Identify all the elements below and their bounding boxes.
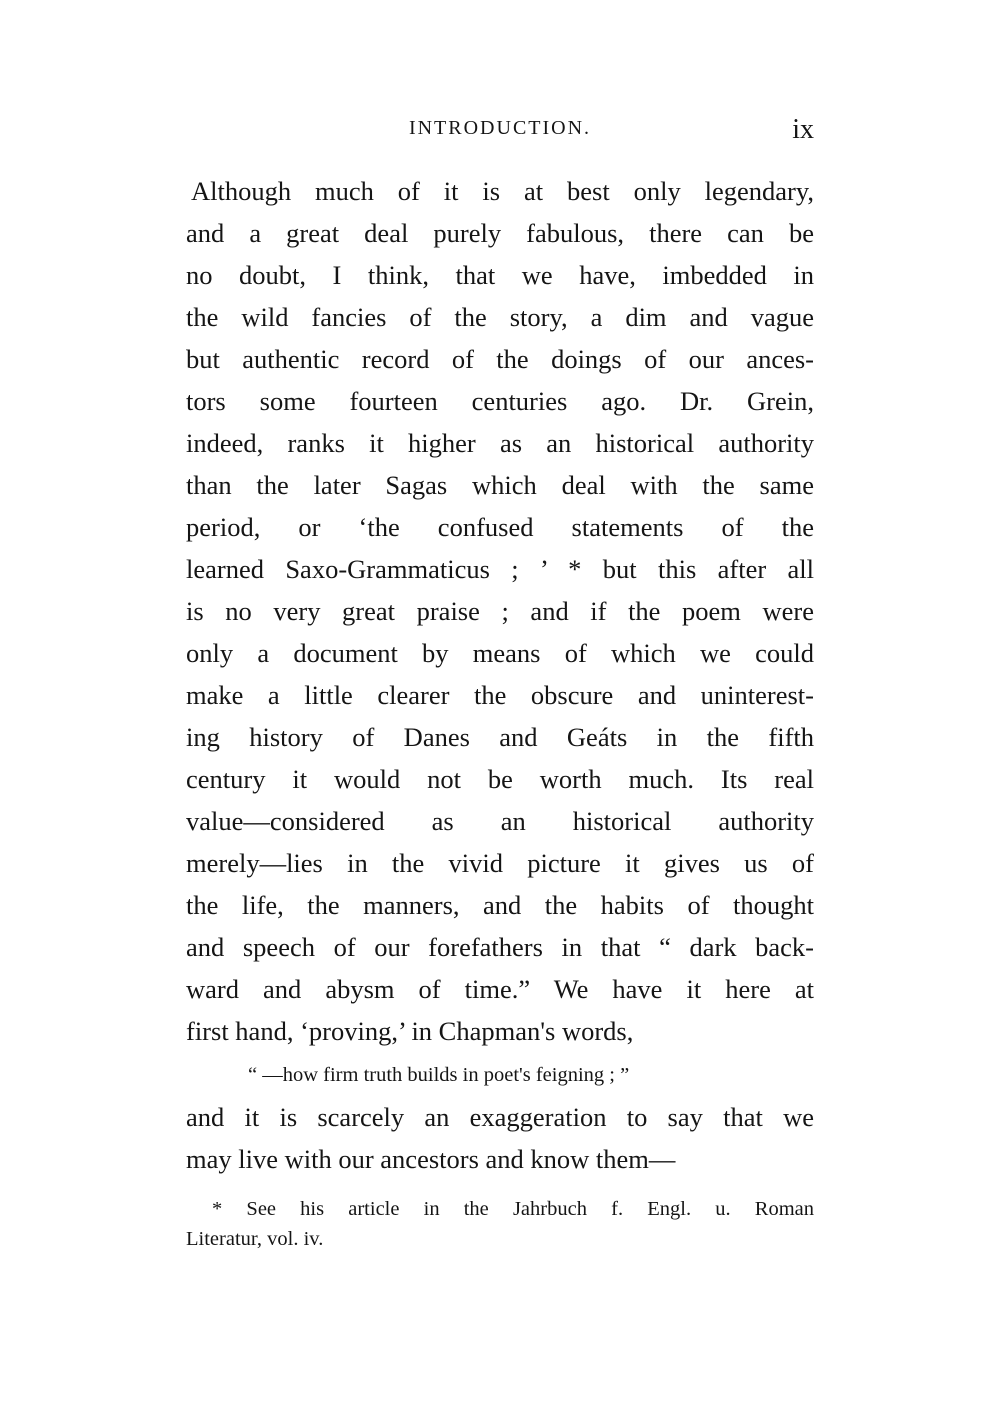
text-line: value—considered as an historical authority — [186, 806, 814, 836]
block-quotation — [186, 1060, 814, 1090]
page-number: ix — [792, 114, 814, 145]
footnote — [186, 1194, 814, 1254]
text-line: merely—lies in the vivid picture it gives us of — [186, 848, 814, 878]
text-line: ward and abysm of time.” We have it here at — [186, 974, 814, 1004]
running-title: INTRODUCTION. — [408, 117, 592, 139]
text-line: is no very great praise ; and if the poem were — [186, 596, 814, 626]
text-line: and a great deal purely fabulous, there can be — [186, 218, 814, 248]
text-line: but authentic record of the doings of our ances- — [186, 344, 814, 374]
text-line: and it is scarcely an exaggeration to say that we — [186, 1102, 814, 1132]
text-line: make a little clearer the obscure and uninterest- — [186, 680, 814, 710]
text-line: no doubt, I think, that we have, imbedded in — [186, 260, 814, 290]
text-line: century it would not be worth much. Its real — [186, 764, 814, 794]
text-line: than the later Sagas which deal with the same — [186, 470, 814, 500]
text-line: and speech of our forefathers in that “ dark back- — [186, 932, 814, 962]
page-header — [186, 114, 814, 148]
text-line: indeed, ranks it higher as an historical authority — [186, 428, 814, 458]
text-line: period, or ‘the confused statements of the — [186, 512, 814, 542]
text-line: the life, the manners, and the habits of thought — [186, 890, 814, 920]
quotation-line: “ —how firm truth builds in poet's feigning ; ” — [248, 1064, 630, 1086]
text-line: learned Saxo-Grammaticus ; ’ * but this after all — [186, 554, 814, 584]
text-line: tors some fourteen centuries ago. Dr. Grein, — [186, 386, 814, 416]
text-line: first hand, ‘proving,’ in Chapman's words, — [186, 1016, 634, 1046]
footnote-line: Literatur, vol. iv. — [186, 1228, 324, 1250]
text-line: only a document by means of which we could — [186, 638, 814, 668]
footnote-line: * See his article in the Jahrbuch f. Engl. u. Roman — [212, 1198, 814, 1220]
text-line: ing history of Danes and Geáts in the fifth — [186, 722, 814, 752]
text-line: may live with our ancestors and know them— — [186, 1144, 676, 1174]
text-line: Although much of it is at best only legendary, — [191, 176, 814, 206]
text-line: the wild fancies of the story, a dim and vague — [186, 302, 814, 332]
continuation-paragraph — [186, 1096, 814, 1180]
main-paragraph — [186, 170, 814, 1052]
